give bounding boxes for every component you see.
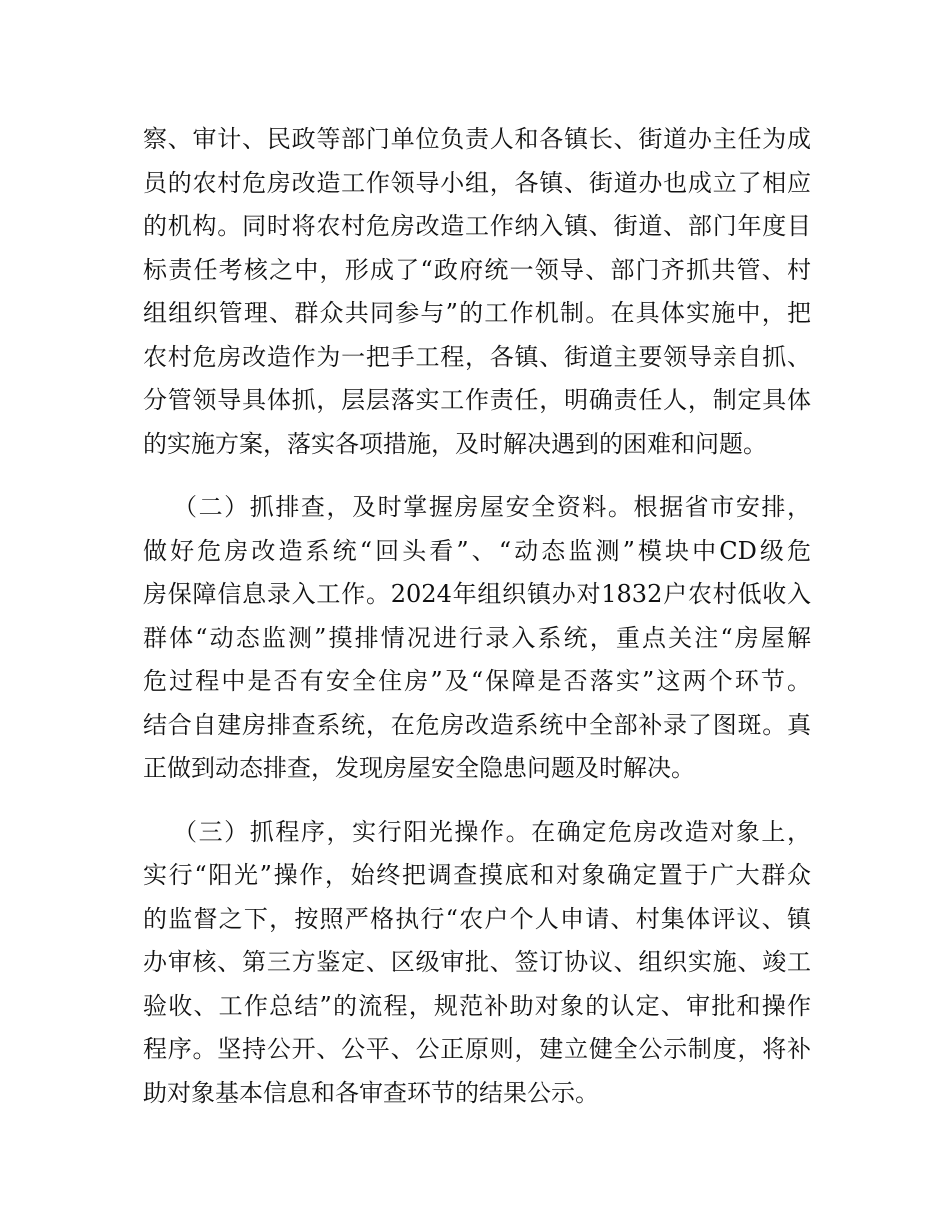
text-line: 危过程中是否有安全住房”及“保障是否落实”这两个环节。 bbox=[143, 667, 811, 695]
text-line: 程序。坚持公开、公平、公正原则，建立健全公示制度，将补 bbox=[143, 1035, 811, 1063]
text-line: 标责任考核之中，形成了“政府统一领导、部门齐抓共管、村 bbox=[143, 255, 811, 284]
text-line: 验收、工作总结”的流程，规范补助对象的认定、审批和操作 bbox=[143, 991, 811, 1020]
text-line: 组组织管理、群众共同参与”的工作机制。在具体实施中，把 bbox=[143, 299, 811, 327]
text-line: 的监督之下，按照严格执行“农户个人申请、村集体评议、镇 bbox=[143, 904, 811, 933]
text-line: 农村危房改造作为一把手工程，各镇、街道主要领导亲自抓、 bbox=[143, 342, 811, 371]
section-heading-line: （三）抓程序，实行阳光操作。在确定危房改造对象上， bbox=[173, 817, 811, 846]
text-line: 的实施方案，落实各项措施，及时解决遇到的困难和问题。 bbox=[143, 429, 767, 458]
text-line: 正做到动态排查，发现房屋安全隐患问题及时解决。 bbox=[143, 754, 695, 782]
text-line: 察、审计、民政等部门单位负责人和各镇长、街道办主任为成 bbox=[143, 125, 811, 153]
text-line: 助对象基本信息和各审查环节的结果公示。 bbox=[143, 1078, 599, 1107]
text-line: 实行“阳光”操作，始终把调查摸底和对象确定置于广大群众 bbox=[143, 861, 811, 889]
text-line: 做好危房改造系统“回头看”、“动态监测”模块中CD级危 bbox=[143, 536, 811, 565]
document-body bbox=[143, 118, 811, 1115]
text-line: 分管领导具体抓，层层落实工作责任，明确责任人，制定具体 bbox=[143, 386, 811, 414]
text-line: 结合自建房排查系统，在危房改造系统中全部补录了图斑。真 bbox=[143, 710, 811, 739]
paragraph-3 bbox=[143, 811, 811, 1116]
text-line: 员的农村危房改造工作领导小组，各镇、街道办也成立了相应 bbox=[143, 168, 811, 197]
text-line: 办审核、第三方鉴定、区级审批、签订协议、组织实施、竣工 bbox=[143, 948, 811, 976]
text-line: 群体“动态监测”摸排情况进行录入系统，重点关注“房屋解 bbox=[143, 623, 811, 652]
text-line: 房保障信息录入工作。2024年组织镇办对1832户农村低收入 bbox=[143, 580, 811, 608]
paragraph-2 bbox=[143, 486, 811, 791]
paragraph-gap bbox=[143, 466, 811, 486]
section-heading-line: （二）抓排查，及时掌握房屋安全资料。根据省市安排， bbox=[173, 493, 811, 521]
paragraph-1 bbox=[143, 118, 811, 466]
paragraph-gap bbox=[143, 791, 811, 811]
text-line: 的机构。同时将农村危房改造工作纳入镇、街道、部门年度目 bbox=[143, 212, 811, 240]
